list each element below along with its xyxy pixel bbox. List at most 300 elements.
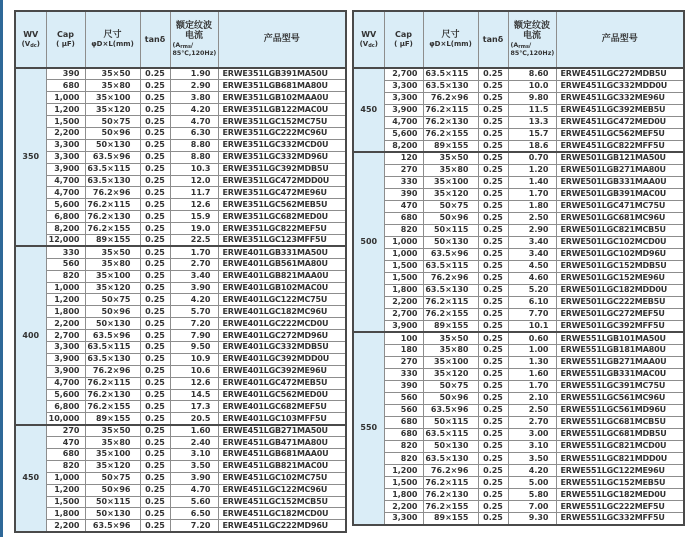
tan-value: 0.25 bbox=[478, 404, 508, 416]
tan-value: 0.25 bbox=[140, 353, 170, 365]
cap-value: 1,500 bbox=[384, 477, 423, 489]
spec-table-left bbox=[14, 10, 347, 533]
size-value: 76.2×115 bbox=[85, 377, 140, 389]
part-number: ERWE451LGC562MEF5U bbox=[556, 128, 684, 140]
part-number: ERWE551LGC122ME96U bbox=[556, 465, 684, 477]
ripple-current-value: 4.60 bbox=[508, 272, 556, 284]
cap-value: 5,600 bbox=[384, 128, 423, 140]
size-value: 76.2×155 bbox=[85, 401, 140, 413]
ripple-current-value: 2.90 bbox=[170, 80, 218, 92]
cap-value: 100 bbox=[384, 332, 423, 344]
ripple-current-value: 10.9 bbox=[170, 353, 218, 365]
size-value: 76.2×115 bbox=[423, 477, 478, 489]
size-value: 35×100 bbox=[423, 356, 478, 368]
table-row bbox=[15, 472, 346, 484]
ripple-current-value: 1.60 bbox=[170, 425, 218, 437]
table-row bbox=[353, 428, 684, 440]
table-row bbox=[353, 332, 684, 344]
size-value: 50×115 bbox=[423, 416, 478, 428]
size-value: 35×50 bbox=[85, 68, 140, 80]
size-value: 89×155 bbox=[85, 234, 140, 246]
tan-value: 0.25 bbox=[478, 284, 508, 296]
tan-value: 0.25 bbox=[478, 320, 508, 332]
tan-value: 0.25 bbox=[140, 139, 170, 151]
ripple-current-value: 2.90 bbox=[508, 224, 556, 236]
part-number: ERWE401LGB821MAA0U bbox=[218, 270, 346, 282]
table-row bbox=[353, 344, 684, 356]
size-value: 35×120 bbox=[423, 188, 478, 200]
ripple-current-value: 10.1 bbox=[508, 320, 556, 332]
cap-value: 1,800 bbox=[384, 284, 423, 296]
tan-value: 0.25 bbox=[140, 389, 170, 401]
tan-value: 0.25 bbox=[478, 164, 508, 176]
cap-value: 820 bbox=[384, 440, 423, 452]
tan-value: 0.25 bbox=[478, 465, 508, 477]
part-number: ERWE501LGC102MD96U bbox=[556, 248, 684, 260]
part-number: ERWE451LGC332ME96U bbox=[556, 92, 684, 104]
wv-group-cell: 500 bbox=[353, 152, 384, 332]
cap-value: 680 bbox=[46, 80, 85, 92]
cap-value: 1,800 bbox=[384, 489, 423, 501]
cap-value: 560 bbox=[46, 258, 85, 270]
cap-value: 680 bbox=[384, 212, 423, 224]
cap-value: 1,500 bbox=[46, 116, 85, 128]
size-value: 35×100 bbox=[85, 92, 140, 104]
tan-value: 0.25 bbox=[140, 246, 170, 258]
tan-value: 0.25 bbox=[140, 127, 170, 139]
ripple-current-value: 3.10 bbox=[170, 449, 218, 461]
ripple-current-value: 3.00 bbox=[508, 428, 556, 440]
size-value: 76.2×115 bbox=[423, 104, 478, 116]
part-number: ERWE551LGB181MA80U bbox=[556, 344, 684, 356]
ripple-current-value: 7.20 bbox=[170, 520, 218, 532]
wv-header-title: WV bbox=[23, 29, 39, 39]
ripple-current-value: 15.9 bbox=[170, 211, 218, 223]
tan-value: 0.25 bbox=[478, 68, 508, 80]
cap-value: 820 bbox=[46, 270, 85, 282]
tan-value: 0.25 bbox=[478, 489, 508, 501]
part-number: ERWE351LGB681MA80U bbox=[218, 80, 346, 92]
size-value: 50×96 bbox=[423, 212, 478, 224]
cap-value: 1,000 bbox=[46, 282, 85, 294]
tan-value: 0.25 bbox=[478, 80, 508, 92]
tan-value: 0.25 bbox=[140, 460, 170, 472]
col-header-size bbox=[423, 11, 478, 68]
cap-value: 8,200 bbox=[46, 223, 85, 235]
tan-value: 0.25 bbox=[478, 501, 508, 513]
cap-value: 2,200 bbox=[384, 296, 423, 308]
part-number: ERWE501LGB121MA50U bbox=[556, 152, 684, 164]
ripple-current-value: 10.0 bbox=[508, 80, 556, 92]
tan-value: 0.25 bbox=[478, 344, 508, 356]
ripple-current-value: 6.10 bbox=[508, 296, 556, 308]
ripple-current-value: 4.70 bbox=[170, 484, 218, 496]
size-value: 63.5×130 bbox=[423, 80, 478, 92]
size-value: 35×120 bbox=[85, 460, 140, 472]
tan-value: 0.25 bbox=[140, 199, 170, 211]
part-number: ERWE401LGC272MD96U bbox=[218, 330, 346, 342]
part-number: ERWE351LGC822MEF5U bbox=[218, 223, 346, 235]
part-number: ERWE551LGB101MA50U bbox=[556, 332, 684, 344]
size-value: 35×120 bbox=[85, 282, 140, 294]
tan-value: 0.25 bbox=[140, 520, 170, 532]
ripple-current-value: 2.70 bbox=[508, 416, 556, 428]
cap-value: 1,500 bbox=[46, 496, 85, 508]
size-value: 35×120 bbox=[85, 104, 140, 116]
tan-value: 0.25 bbox=[140, 377, 170, 389]
col-header-tan bbox=[140, 11, 170, 68]
table-row bbox=[353, 188, 684, 200]
ripple-current-value: 2.50 bbox=[508, 212, 556, 224]
ripple-current-value: 1.60 bbox=[508, 368, 556, 380]
ripple-current-value: 3.10 bbox=[508, 440, 556, 452]
part-number: ERWE401LGC392MDD0U bbox=[218, 353, 346, 365]
size-value: 35×80 bbox=[423, 344, 478, 356]
size-value: 63.5×96 bbox=[423, 248, 478, 260]
tan-value: 0.25 bbox=[478, 453, 508, 465]
cap-value: 3,900 bbox=[384, 320, 423, 332]
cap-value: 3,300 bbox=[46, 139, 85, 151]
part-number: ERWE501LGC222MEB5U bbox=[556, 296, 684, 308]
tan-value: 0.25 bbox=[140, 68, 170, 80]
tan-value: 0.25 bbox=[478, 248, 508, 260]
tan-value: 0.25 bbox=[140, 508, 170, 520]
ripple-current-value: 8.80 bbox=[170, 139, 218, 151]
ripple-current-value: 9.50 bbox=[170, 341, 218, 353]
size-header-title: 尺寸 bbox=[441, 29, 460, 40]
ripple-current-value: 17.3 bbox=[170, 401, 218, 413]
table-row bbox=[353, 404, 684, 416]
cap-value: 1,000 bbox=[384, 248, 423, 260]
tan-value: 0.25 bbox=[478, 116, 508, 128]
cap-value: 270 bbox=[46, 425, 85, 437]
tan-value: 0.25 bbox=[478, 260, 508, 272]
wv-header-unit: $(V_{dc})$ bbox=[21, 39, 40, 49]
tan-value: 0.25 bbox=[478, 428, 508, 440]
part-number: ERWE451LGC152MCB5U bbox=[218, 496, 346, 508]
ripple-current-value: 1.70 bbox=[170, 246, 218, 258]
table-row bbox=[353, 489, 684, 501]
tan-value: 0.25 bbox=[478, 92, 508, 104]
cap-value: 1,200 bbox=[46, 294, 85, 306]
size-value: 63.5×130 bbox=[85, 175, 140, 187]
tan-value: 0.25 bbox=[478, 140, 508, 152]
tan-value: 0.25 bbox=[478, 416, 508, 428]
cap-value: 1,200 bbox=[384, 465, 423, 477]
part-number: ERWE551LGC561MD96U bbox=[556, 404, 684, 416]
size-value: 35×80 bbox=[423, 164, 478, 176]
ripple-current-value: 19.0 bbox=[170, 223, 218, 235]
ripple-current-value: 12.6 bbox=[170, 199, 218, 211]
table-row bbox=[353, 380, 684, 392]
ripple-current-value: 5.60 bbox=[170, 496, 218, 508]
cap-value: 2,200 bbox=[46, 127, 85, 139]
table-row bbox=[15, 306, 346, 318]
ripple-current-value: 1.70 bbox=[508, 188, 556, 200]
part-number: ERWE501LGC102MCD0U bbox=[556, 236, 684, 248]
size-value: 76.2×96 bbox=[85, 187, 140, 199]
table-row bbox=[15, 246, 346, 258]
cap-value: 3,300 bbox=[384, 80, 423, 92]
size-value: 76.2×96 bbox=[423, 465, 478, 477]
part-number: ERWE551LGC152MEB5U bbox=[556, 477, 684, 489]
ripple-current-value: 3.50 bbox=[170, 460, 218, 472]
size-value: 76.2×155 bbox=[423, 501, 478, 513]
table-row bbox=[15, 460, 346, 472]
cap-value: 2,700 bbox=[384, 68, 423, 80]
cap-value: 820 bbox=[384, 453, 423, 465]
table-row bbox=[15, 484, 346, 496]
table-row bbox=[353, 477, 684, 489]
ripple-current-value: 18.6 bbox=[508, 140, 556, 152]
tan-value: 0.25 bbox=[140, 211, 170, 223]
wv-group-cell: 450 bbox=[353, 68, 384, 152]
ripple-current-value: 2.10 bbox=[508, 392, 556, 404]
cap-value: 680 bbox=[384, 428, 423, 440]
cap-value: 120 bbox=[384, 152, 423, 164]
table-row bbox=[353, 164, 684, 176]
cap-value: 1,500 bbox=[384, 260, 423, 272]
size-value: 89×155 bbox=[85, 413, 140, 425]
part-number: ERWE501LGC272MEF5U bbox=[556, 308, 684, 320]
ripple-current-value: 1.80 bbox=[508, 200, 556, 212]
tan-value: 0.25 bbox=[478, 308, 508, 320]
cap-value: 3,900 bbox=[384, 104, 423, 116]
ripple-current-value: 3.80 bbox=[170, 92, 218, 104]
tan-value: 0.25 bbox=[140, 306, 170, 318]
part-number: ERWE401LGC682MEF5U bbox=[218, 401, 346, 413]
size-value: 76.2×155 bbox=[423, 308, 478, 320]
cap-value: 560 bbox=[384, 404, 423, 416]
cap-value: 10,000 bbox=[46, 413, 85, 425]
cap-value: 470 bbox=[384, 200, 423, 212]
part-number: ERWE351LGC472ME96U bbox=[218, 187, 346, 199]
part-number: ERWE451LGC222MD96U bbox=[218, 520, 346, 532]
table-row bbox=[15, 389, 346, 401]
cap-value: 3,300 bbox=[46, 341, 85, 353]
part-number: ERWE351LGC392MDB5U bbox=[218, 163, 346, 175]
tan-value: 0.25 bbox=[478, 236, 508, 248]
table-row bbox=[353, 416, 684, 428]
size-value: 76.2×115 bbox=[85, 199, 140, 211]
part-number: ERWE501LGC471MC75U bbox=[556, 200, 684, 212]
cap-value: 180 bbox=[384, 344, 423, 356]
part-number: ERWE551LGC821MCD0U bbox=[556, 440, 684, 452]
ripple-current-value: 3.40 bbox=[508, 248, 556, 260]
tan-value: 0.25 bbox=[140, 294, 170, 306]
cap-value: 270 bbox=[384, 164, 423, 176]
size-value: 89×155 bbox=[423, 513, 478, 525]
table-row bbox=[353, 152, 684, 164]
part-number: ERWE351LGC682MED0U bbox=[218, 211, 346, 223]
table-row bbox=[15, 341, 346, 353]
table-row bbox=[15, 234, 346, 246]
cap-value: 1,500 bbox=[384, 272, 423, 284]
wv-header-unit: $(V_{dc})$ bbox=[359, 39, 378, 49]
ripple-current-value: 6.50 bbox=[170, 508, 218, 520]
ripple-current-value: 0.70 bbox=[508, 152, 556, 164]
part-number: ERWE501LGB331MAA0U bbox=[556, 176, 684, 188]
table-header-row bbox=[15, 11, 346, 68]
cap-value: 1,000 bbox=[46, 92, 85, 104]
tan-value: 0.25 bbox=[478, 212, 508, 224]
tan-value: 0.25 bbox=[140, 175, 170, 187]
tan-value: 0.25 bbox=[140, 92, 170, 104]
ripple-current-value: 12.0 bbox=[170, 175, 218, 187]
tan-value: 0.25 bbox=[140, 365, 170, 377]
size-value: 35×50 bbox=[423, 152, 478, 164]
size-value: 50×75 bbox=[85, 472, 140, 484]
size-header-unit: φD×L(mm) bbox=[429, 40, 472, 49]
part-number: ERWE351LGB391MA50U bbox=[218, 68, 346, 80]
size-value: 35×100 bbox=[85, 449, 140, 461]
tan-value: 0.25 bbox=[478, 332, 508, 344]
table-row bbox=[353, 80, 684, 92]
ripple-current-value: 2.70 bbox=[170, 258, 218, 270]
part-number: ERWE551LGC332MFF5U bbox=[556, 513, 684, 525]
ripple-current-value: 6.30 bbox=[170, 127, 218, 139]
cap-value: 5,600 bbox=[46, 199, 85, 211]
ripple-current-value: 4.20 bbox=[508, 465, 556, 477]
table-row bbox=[353, 176, 684, 188]
table-row bbox=[15, 68, 346, 80]
ripple-current-value: 7.90 bbox=[170, 330, 218, 342]
size-value: 63.5×96 bbox=[423, 404, 478, 416]
col-header-wv bbox=[353, 11, 384, 68]
cap-value: 3,900 bbox=[46, 353, 85, 365]
size-value: 89×155 bbox=[423, 320, 478, 332]
ripple-header-line2: 电流 bbox=[184, 31, 203, 42]
size-value: 50×115 bbox=[85, 496, 140, 508]
ripple-current-value: 0.60 bbox=[508, 332, 556, 344]
ripple-current-value: 4.70 bbox=[170, 116, 218, 128]
size-value: 63.5×96 bbox=[85, 330, 140, 342]
table-row bbox=[353, 284, 684, 296]
ripple-current-value: 2.40 bbox=[170, 437, 218, 449]
table-row bbox=[15, 270, 346, 282]
part-number: ERWE551LGC681MDB5U bbox=[556, 428, 684, 440]
ripple-current-value: 3.90 bbox=[170, 472, 218, 484]
size-value: 50×96 bbox=[423, 392, 478, 404]
size-value: 50×75 bbox=[423, 380, 478, 392]
cap-value: 470 bbox=[46, 437, 85, 449]
part-number: ERWE501LGC392MFF5U bbox=[556, 320, 684, 332]
table-row bbox=[353, 272, 684, 284]
ripple-current-value: 7.00 bbox=[508, 501, 556, 513]
tan-value: 0.25 bbox=[140, 401, 170, 413]
part-number: ERWE551LGB331MAC0U bbox=[556, 368, 684, 380]
cap-header-title: Cap bbox=[57, 29, 74, 39]
table-row bbox=[353, 140, 684, 152]
tan-value: 0.25 bbox=[478, 224, 508, 236]
cap-value: 330 bbox=[384, 176, 423, 188]
part-number: ERWE551LGB271MAA0U bbox=[556, 356, 684, 368]
table-row bbox=[15, 282, 346, 294]
ripple-header-unit2: 85℃,120Hz) bbox=[172, 50, 217, 58]
size-value: 63.5×115 bbox=[423, 68, 478, 80]
part-number: ERWE351LGC472MDD0U bbox=[218, 175, 346, 187]
size-value: 89×155 bbox=[423, 140, 478, 152]
col-header-ripple-current bbox=[170, 11, 218, 68]
ripple-current-value: 11.5 bbox=[508, 104, 556, 116]
size-value: 35×80 bbox=[85, 258, 140, 270]
ripple-current-value: 2.50 bbox=[508, 404, 556, 416]
size-value: 50×130 bbox=[423, 440, 478, 452]
size-value: 50×75 bbox=[85, 294, 140, 306]
tan-value: 0.25 bbox=[140, 472, 170, 484]
col-header-wv bbox=[15, 11, 46, 68]
size-value: 63.5×96 bbox=[85, 520, 140, 532]
table-row bbox=[15, 139, 346, 151]
wv-group-cell: 550 bbox=[353, 332, 384, 524]
table-row bbox=[15, 258, 346, 270]
part-header-title: 产品型号 bbox=[601, 34, 638, 45]
size-value: 76.2×96 bbox=[85, 365, 140, 377]
part-number: ERWE401LGC392ME96U bbox=[218, 365, 346, 377]
tan-value: 0.25 bbox=[478, 440, 508, 452]
tan-value: 0.25 bbox=[140, 318, 170, 330]
table-row bbox=[353, 513, 684, 525]
tan-value: 0.25 bbox=[478, 152, 508, 164]
table-row bbox=[15, 449, 346, 461]
cap-value: 6,800 bbox=[46, 211, 85, 223]
page-accent-bar bbox=[0, 0, 3, 537]
size-value: 35×50 bbox=[85, 425, 140, 437]
table-row bbox=[353, 116, 684, 128]
part-number: ERWE451LGB271MA50U bbox=[218, 425, 346, 437]
cap-value: 330 bbox=[46, 246, 85, 258]
ripple-current-value: 9.80 bbox=[508, 92, 556, 104]
tan-value: 0.25 bbox=[478, 392, 508, 404]
cap-value: 2,200 bbox=[46, 318, 85, 330]
tan-value: 0.25 bbox=[140, 80, 170, 92]
table-row bbox=[15, 175, 346, 187]
table-row bbox=[15, 520, 346, 532]
size-value: 63.5×96 bbox=[85, 151, 140, 163]
part-number: ERWE401LGC222MCD0U bbox=[218, 318, 346, 330]
ripple-current-value: 3.40 bbox=[170, 270, 218, 282]
tan-value: 0.25 bbox=[140, 484, 170, 496]
size-value: 50×96 bbox=[85, 127, 140, 139]
size-value: 50×96 bbox=[85, 484, 140, 496]
table-row bbox=[15, 199, 346, 211]
size-value: 50×130 bbox=[423, 236, 478, 248]
table-row bbox=[15, 80, 346, 92]
size-value: 76.2×130 bbox=[85, 211, 140, 223]
table-row bbox=[353, 465, 684, 477]
ripple-current-value: 12.6 bbox=[170, 377, 218, 389]
part-number: ERWE451LGC182MCD0U bbox=[218, 508, 346, 520]
ripple-current-value: 7.70 bbox=[508, 308, 556, 320]
cap-value: 2,200 bbox=[384, 501, 423, 513]
table-row bbox=[15, 437, 346, 449]
cap-header-unit: ( μF) bbox=[394, 39, 413, 48]
part-number: ERWE401LGB561MA80U bbox=[218, 258, 346, 270]
tan-value: 0.25 bbox=[140, 437, 170, 449]
table-row bbox=[15, 401, 346, 413]
ripple-current-value: 8.60 bbox=[508, 68, 556, 80]
tan-value: 0.25 bbox=[140, 151, 170, 163]
size-value: 50×115 bbox=[423, 224, 478, 236]
table-row bbox=[15, 163, 346, 175]
part-number: ERWE351LGB122MAC0U bbox=[218, 104, 346, 116]
wv-group-cell: 350 bbox=[15, 68, 46, 246]
tan-value: 0.25 bbox=[478, 368, 508, 380]
part-number: ERWE551LGC561MC96U bbox=[556, 392, 684, 404]
cap-value: 390 bbox=[46, 68, 85, 80]
table-row bbox=[353, 104, 684, 116]
part-number: ERWE401LGC103MFF5U bbox=[218, 413, 346, 425]
